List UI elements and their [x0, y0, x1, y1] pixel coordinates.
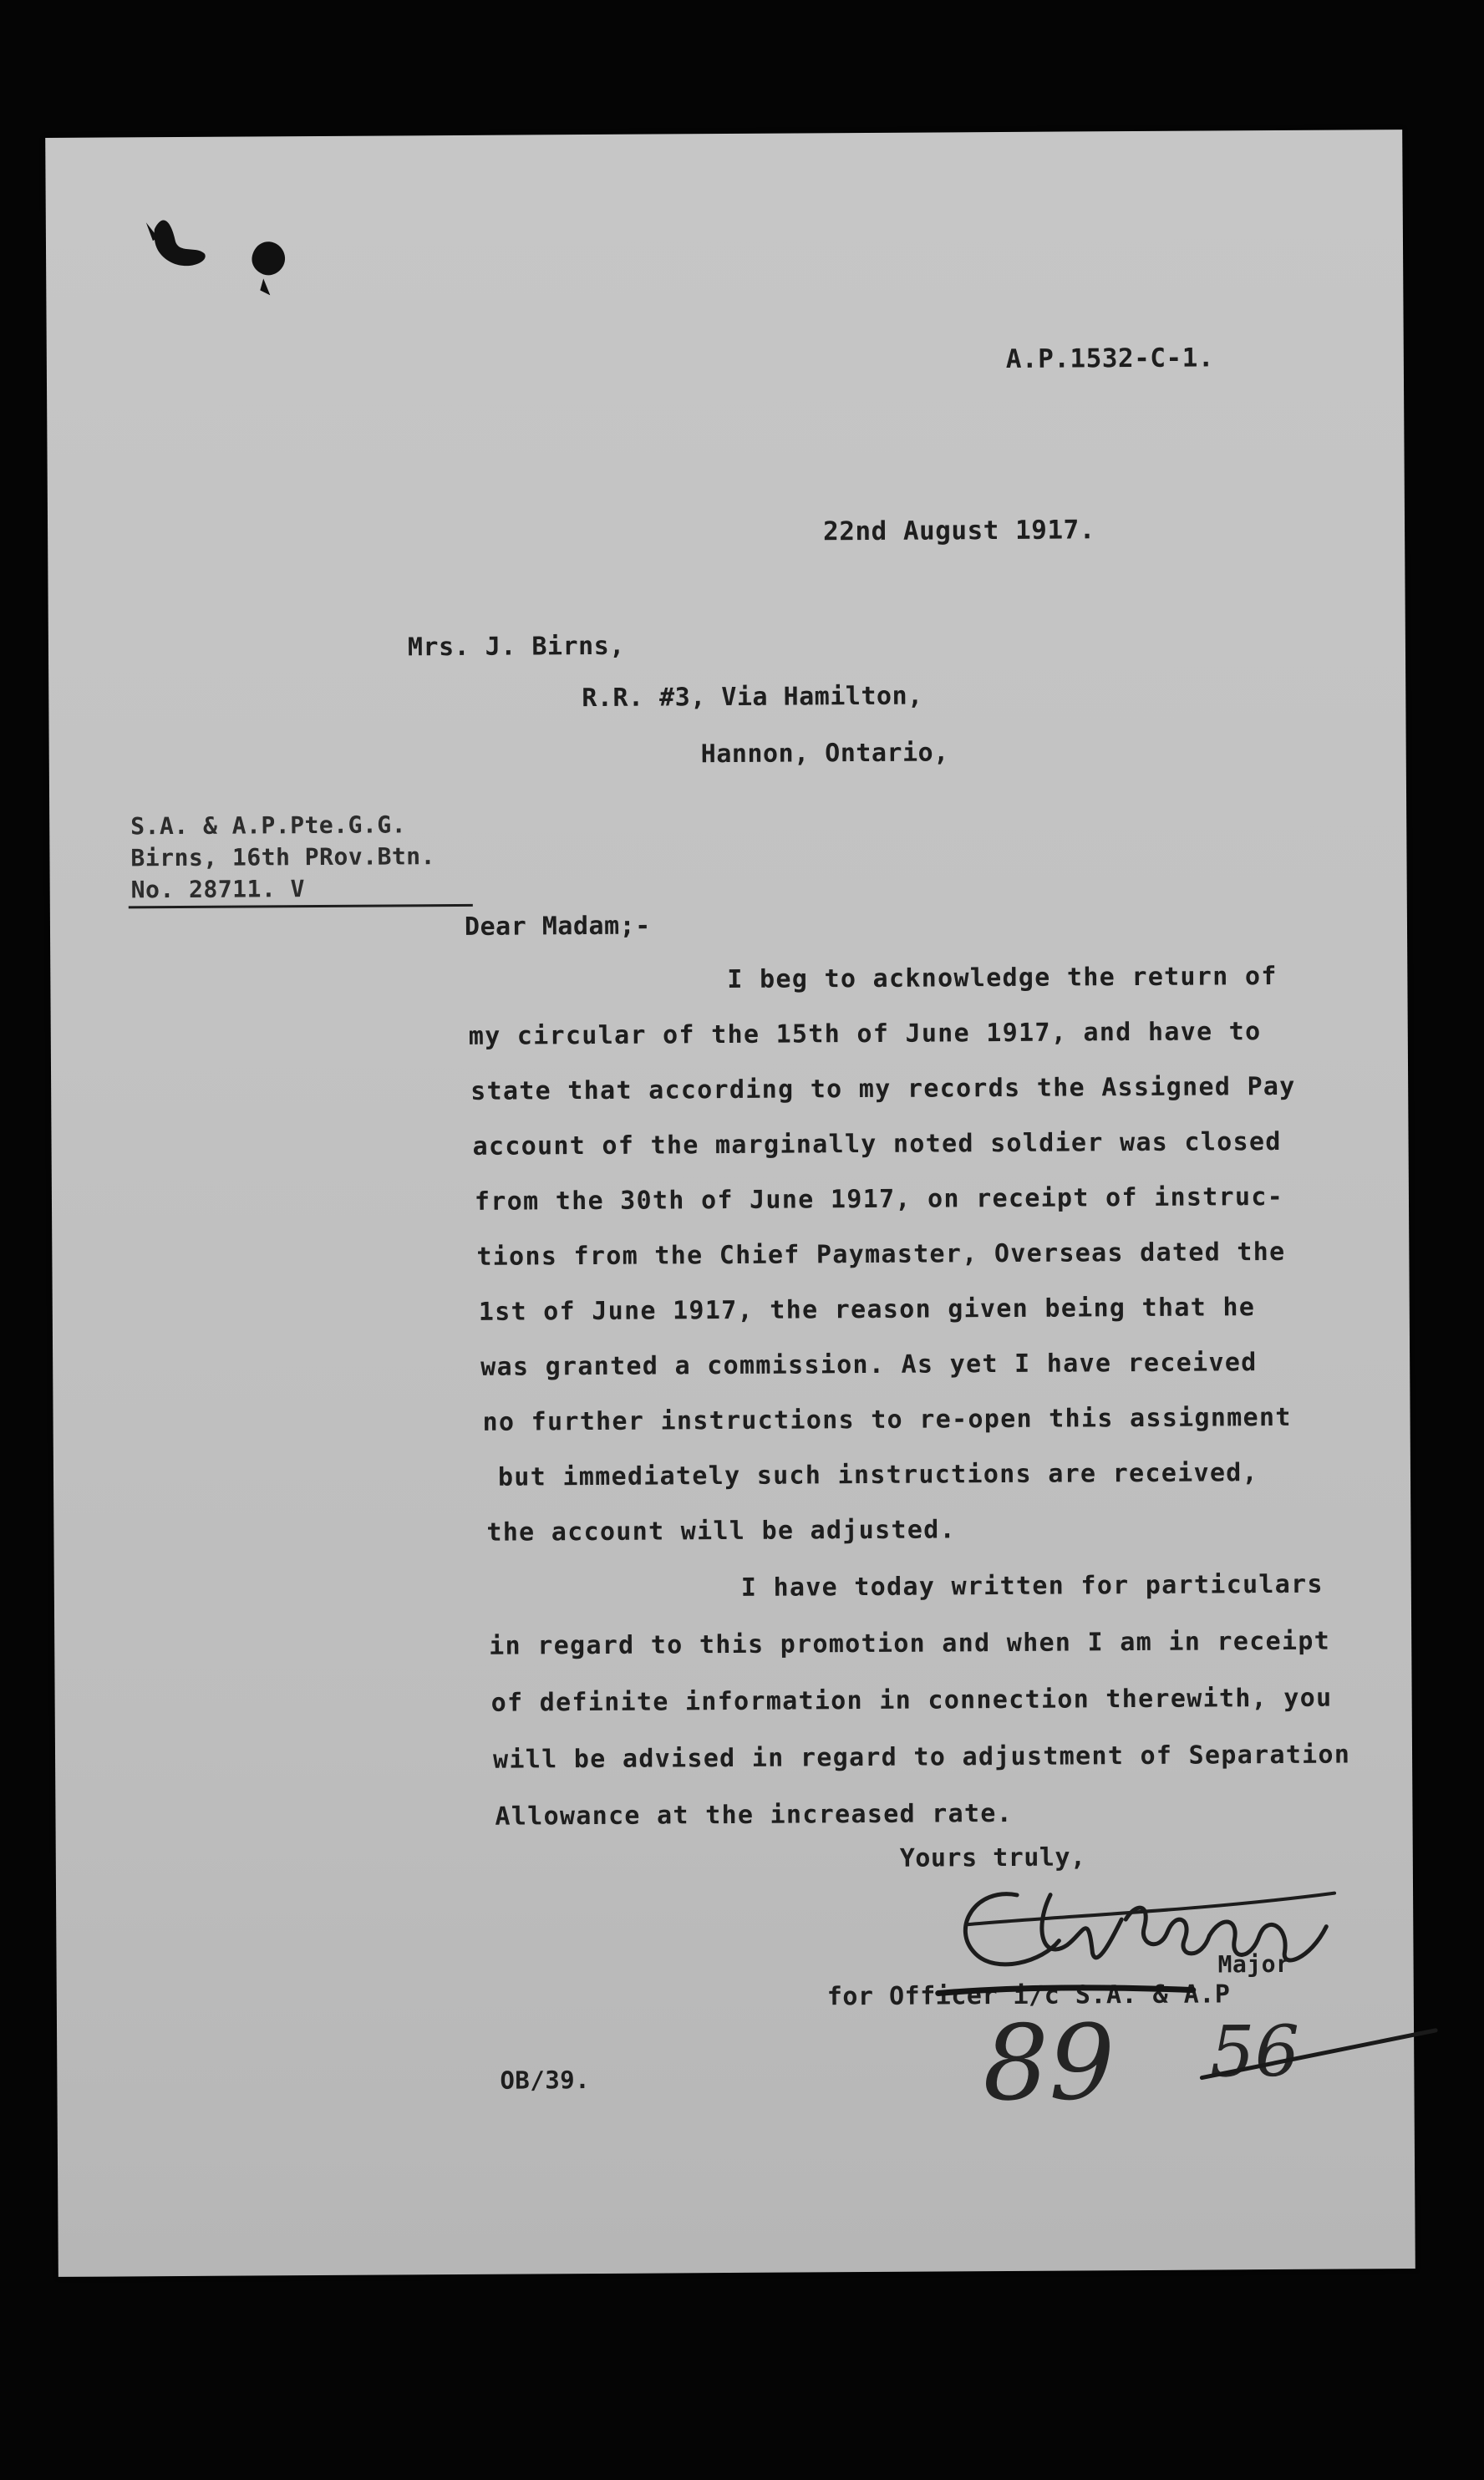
body-line: I have today written for particulars	[740, 1569, 1324, 1603]
letter-page	[45, 130, 1415, 2277]
marginal-note-line: Birns, 16th PRov.Btn.	[130, 842, 436, 872]
body-line: from the 30th of June 1917, on receipt of instruc-	[474, 1182, 1284, 1217]
marginal-note-line: S.A. & A.P.Pte.G.G.	[130, 811, 407, 841]
body-line: I beg to acknowledge the return of	[727, 961, 1278, 995]
signature-line: for Officer i/c S.A. & A.P	[826, 1979, 1231, 2012]
body-line: will be advised in regard to adjustment of Separation	[492, 1740, 1351, 1775]
body-line: tions from the Chief Paymaster, Overseas dated the	[476, 1237, 1286, 1272]
body-line: was granted a commission. As yet I have received	[480, 1348, 1258, 1382]
signatory-rank: Major	[1217, 1949, 1291, 1979]
ink-blot-mark	[138, 203, 306, 296]
body-line: state that according to my records the Assigned Pay	[470, 1071, 1296, 1106]
body-line: 1st of June 1917, the reason given being that he	[478, 1293, 1256, 1327]
body-line: account of the marginally noted soldier was closed	[472, 1126, 1282, 1161]
body-line: Allowance at the increased rate.	[495, 1798, 1014, 1832]
body-line: in regard to this promotion and when I am in receipt	[489, 1626, 1331, 1661]
strike-through-mark	[1193, 2018, 1445, 2095]
addressee-street: R.R. #3, Via Hamilton,	[582, 681, 923, 714]
body-line: the account will be adjusted.	[486, 1515, 956, 1547]
body-line: my circular of the 15th of June 1917, and have to	[468, 1017, 1262, 1051]
reference-number: A.P.1532-C-1.	[1005, 343, 1215, 374]
file-number: OB/39.	[500, 2066, 591, 2095]
body-line: but immediately such instructions are received,	[497, 1458, 1259, 1492]
addressee-town: Hannon, Ontario,	[700, 738, 949, 770]
letter-date: 22nd August 1917.	[822, 515, 1095, 547]
body-line: of definite information in connection therewith, you	[490, 1683, 1333, 1718]
handwritten-struck-number: 56	[1209, 2010, 1300, 2093]
salutation: Dear Madam;-	[464, 911, 651, 942]
closing: Yours truly,	[899, 1842, 1086, 1873]
body-line: no further instructions to re-open this assignment	[482, 1402, 1292, 1437]
marginal-note-line: No. 28711. V	[130, 875, 306, 904]
marginal-note-underline	[129, 904, 473, 909]
handwritten-folio-number: 89	[982, 2003, 1116, 2125]
addressee-name: Mrs. J. Birns,	[407, 631, 625, 663]
